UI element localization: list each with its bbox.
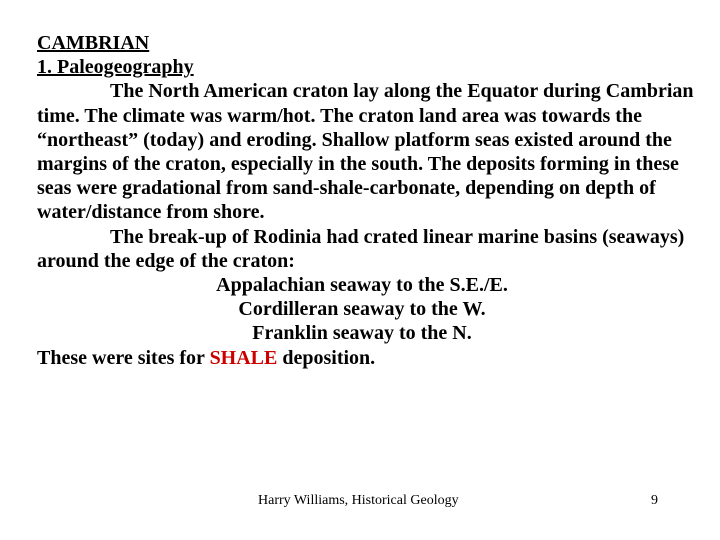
- subsection-title: 1. Paleogeography: [37, 56, 194, 79]
- seaway-cordilleran: Cordilleran seaway to the W.: [238, 298, 486, 321]
- seaway-franklin: Franklin seaway to the N.: [252, 322, 472, 345]
- closing-text-after: deposition.: [277, 346, 376, 369]
- section-title: CAMBRIAN: [37, 32, 150, 54]
- closing-sentence: [37, 346, 697, 370]
- seaway-appalachian: Appalachian seaway to the S.E./E.: [216, 274, 508, 297]
- footer-author: Harry Williams, Historical Geology: [258, 493, 459, 508]
- paragraph-rodinia: The break-up of Rodinia had crated linear marine basins (seaways) around the edge of the craton:: [37, 225, 685, 272]
- shale-highlight: SHALE: [209, 346, 278, 369]
- paragraph-paleogeography: The North American craton lay along the Equator during Cambrian time. The climate was warm/hot. The craton land area was towards the “northeast” (today) and eroding. Shallow platform seas existed around the margins of the craton, especially in the south. The deposits forming in these seas were gradational from sand-shale-carbonate, depending on depth of water/distance from shore.: [37, 80, 694, 224]
- page-number: 9: [651, 493, 658, 508]
- slide-body: [37, 31, 697, 370]
- closing-text-before: These were sites for: [37, 346, 210, 369]
